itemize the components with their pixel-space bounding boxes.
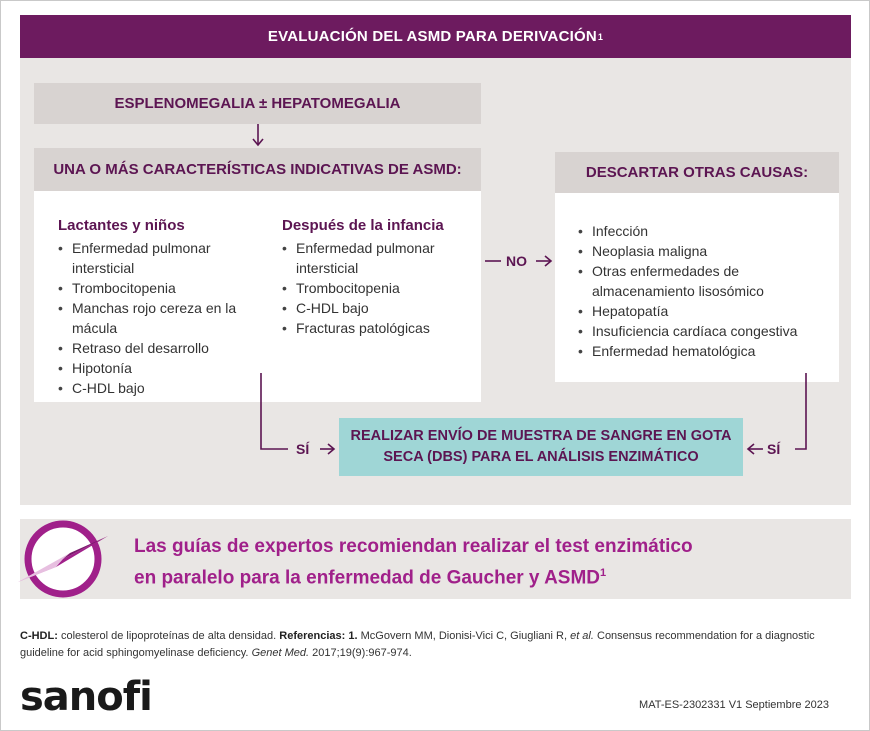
list-item: • C-HDL bajo <box>58 378 258 398</box>
list-item: • Neoplasia maligna <box>578 241 828 261</box>
dbs-line-2: SECA (DBS) PARA EL ANÁLISIS ENZIMÁTICO <box>383 449 699 465</box>
list-item: • Retraso del desarrollo <box>58 338 258 358</box>
yes-label-right: SÍ <box>767 441 781 457</box>
ref-authors: McGovern MM, Dionisi-Vici C, Giugliani R, <box>360 630 568 642</box>
list-item: • Otras enfermedades de <box>578 261 828 281</box>
list-item: • Hepatopatía <box>578 301 828 321</box>
ref-journal: Genet Med. <box>251 647 310 659</box>
list-item: • C-HDL bajo <box>282 298 472 318</box>
callout-text <box>134 533 834 591</box>
list-item: intersticial <box>72 260 135 276</box>
list-item: • Trombocitopenia <box>58 278 258 298</box>
yes-label-left: SÍ <box>296 441 310 457</box>
list-item: mácula <box>72 320 118 336</box>
callout-line-2: en paralelo para la enfermedad de Gaucher y ASMD <box>134 567 601 589</box>
list-item: • Enfermedad hematológica <box>578 341 828 361</box>
abbr-definition: colesterol de lipoproteínas de alta densidad. <box>60 630 277 642</box>
list-item: intersticial <box>296 260 359 276</box>
list-item: almacenamiento lisosómico <box>592 283 764 299</box>
ref-title: Consensus recommendation for a diagnostic guideline for acid sphingomyelinase deficiency. <box>20 630 815 659</box>
ref-etal: et al. <box>570 630 594 642</box>
abbr-term: C-HDL: <box>20 630 58 642</box>
callout-line-2-wrap <box>134 560 834 591</box>
list-item: • Fracturas patológicas <box>282 318 472 338</box>
infants-heading: Lactantes y niños <box>58 217 185 234</box>
other-causes-title: DESCARTAR OTRAS CAUSAS: <box>585 164 809 181</box>
footnote <box>20 628 850 662</box>
sanofi-logo: sanofi <box>20 674 152 720</box>
dbs-line-1: REALIZAR ENVÍO DE MUESTRA DE SANGRE EN GOTA <box>350 428 732 444</box>
header-sup: 1 <box>597 31 604 42</box>
list-item: • Manchas rojo cereza en la <box>58 298 258 318</box>
list-item: • Insuficiencia cardíaca congestiva <box>578 321 828 341</box>
list-item: • Enfermedad pulmonar <box>282 238 472 258</box>
list-item: • Trombocitopenia <box>282 278 472 298</box>
list-item: • Infección <box>578 221 828 241</box>
after-infancy-heading: Después de la infancia <box>282 217 444 234</box>
list-item: • Enfermedad pulmonar <box>58 238 258 258</box>
characteristics-title: UNA O MÁS CARACTERÍSTICAS INDICATIVAS DE ASMD: <box>53 161 462 178</box>
ref-cite: 2017;19(9):967-974. <box>312 647 412 659</box>
list-item: • Hipotonía <box>58 358 258 378</box>
no-label: NO <box>506 253 527 269</box>
document-code: MAT-ES-2302331 V1 Septiembre 2023 <box>639 699 829 711</box>
references-label: Referencias: 1. <box>279 630 358 642</box>
splenomegaly-label: ESPLENOMEGALIA ± HEPATOMEGALIA <box>114 95 401 112</box>
callout-sup: 1 <box>600 567 607 579</box>
header-title: EVALUACIÓN DEL ASMD PARA DERIVACIÓN <box>267 28 597 45</box>
callout-line-1: Las guías de expertos recomiendan realizar el test enzimático <box>134 536 693 557</box>
